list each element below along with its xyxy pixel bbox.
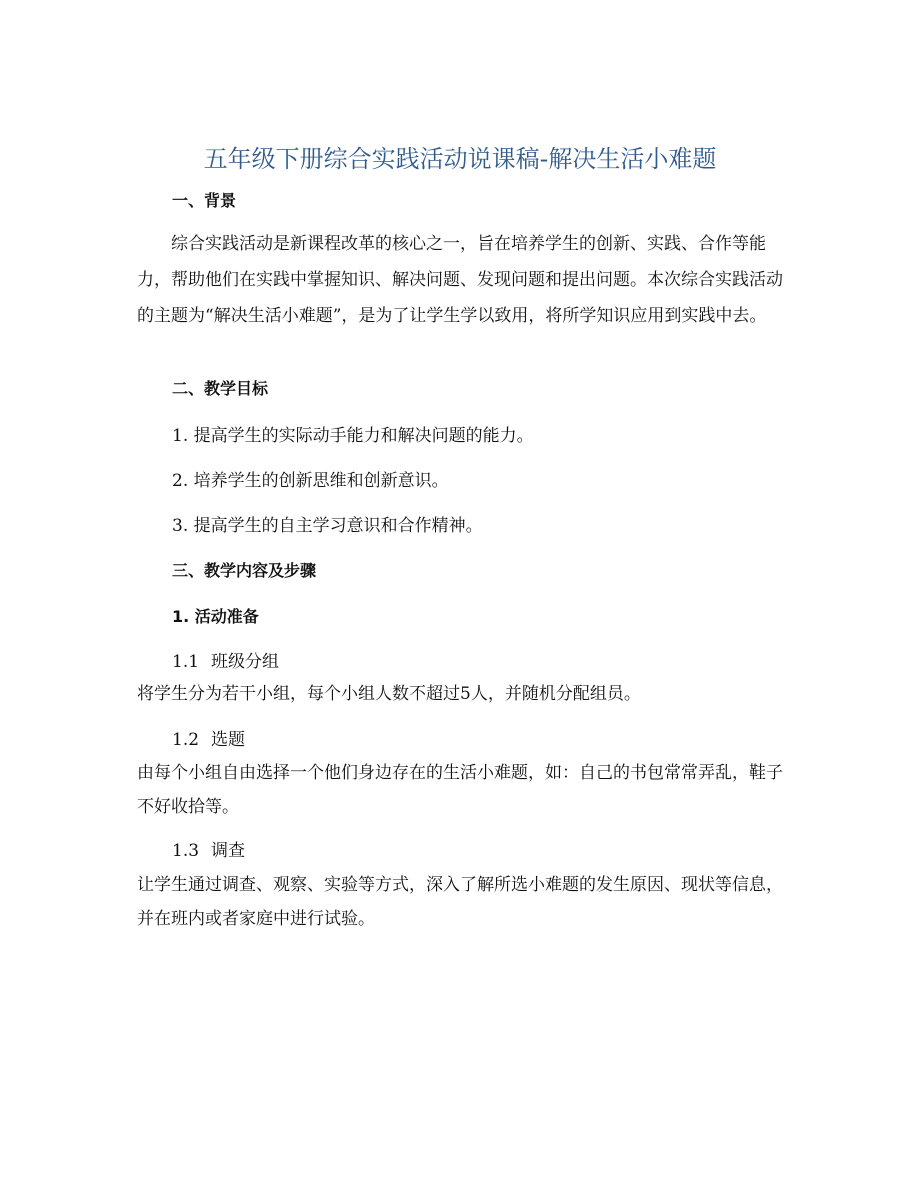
sub-label: 选题 [211, 730, 246, 750]
section-heading-goals: 二、教学目标 [172, 379, 269, 398]
sub-text-grouping: 将学生分为若干小组，每个小组人数不超过5人，并随机分配组员。 [137, 684, 641, 704]
sub-number: 1.2 [172, 730, 200, 750]
sub-text-topic: 由每个小组自由选择一个他们身边存在的生活小难题，如：自己的书包常常弄乱，鞋子不好收拾等。 [137, 763, 783, 817]
sub-number: 1.3 [172, 841, 200, 861]
sub-heading-topic [172, 728, 245, 752]
section-heading-background: 一、背景 [172, 191, 237, 210]
goal-item-3: 3. 提高学生的自主学习意识和合作精神。 [172, 516, 483, 536]
background-paragraph-text: 综合实践活动是新课程改革的核心之一，旨在培养学生的创新、实践、合作等能力，帮助他们在实践中掌握知识、解决问题、发现问题和提出问题。本次综合实践活动的主题为“解决生活小难题”，是为了让学生学以致用，将所学知识应用到实践中去。 [137, 234, 783, 326]
sub-heading-survey [172, 839, 245, 863]
sub-number: 1.1 [172, 652, 200, 672]
sub-heading-grouping [172, 650, 279, 674]
sub-text-survey: 让学生通过调查、观察、实验等方式，深入了解所选小难题的发生原因、现状等信息，并在班内或者家庭中进行试验。 [137, 875, 783, 929]
background-paragraph [137, 226, 787, 334]
sub-label: 班级分组 [211, 652, 280, 672]
section-heading-content: 三、教学内容及步骤 [172, 561, 317, 580]
document-title: 五年级下册综合实践活动说课稿-解决生活小难题 [203, 145, 717, 173]
step-heading-preparation: 1. 活动准备 [172, 607, 259, 626]
sub-label: 调查 [211, 841, 246, 861]
goal-item-2: 2. 培养学生的创新思维和创新意识。 [172, 471, 449, 491]
goal-item-1: 1. 提高学生的实际动手能力和解决问题的能力。 [172, 426, 534, 446]
